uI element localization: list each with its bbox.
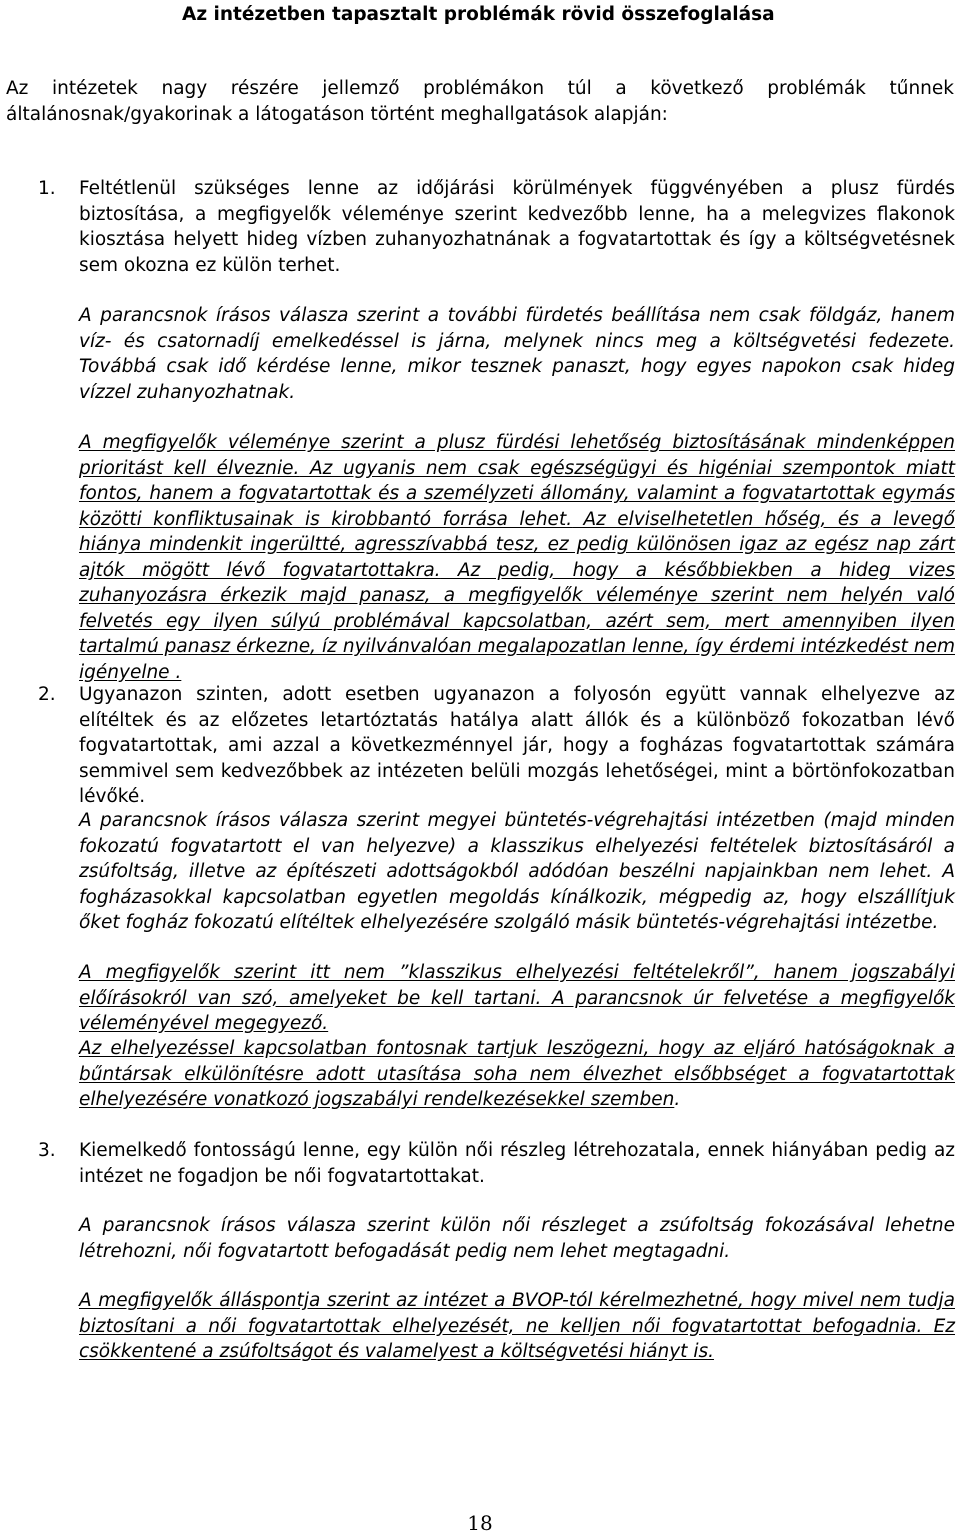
item-3-opinion-text: A megfigyelők álláspontja szerint az intézet a BVOP-tól kérelmezhetné, hogy mivel nem tudja biztosítani a női fogvatartottak elhelyezését, ne kelljen női fogvatartottat befogadnia. Ez csökkentené a zsúfoltságot és valamelyest a költségvetési hiányt is. <box>79 1290 955 1362</box>
item-2-opinion-2-text: Az elhelyezéssel kapcsolatban fontosnak tartjuk leszögezni, hogy az eljáró hatóságoknak a bűntársak elkülönítésre adott utasítása soha nem élvezhet elsőbbséget a fogvatartottak elhelyezésére vonatkozó jogszabályi rendelkezésekkel szemben <box>79 1038 955 1110</box>
item-1-opinion-sentence-4: Az pedig, hogy a későbbiekben a hideg vizes zuhanyozásra érkezik majd panasz, a megfigyelők véleménye szerint nem helyén való felvetés egy ilyen súlyú problémával kapcsolatban, azért sem, mert amennyiben ilyen tartalmú panasz érkezne, íz nyilvánvalóan megalapozatlan lenne, így érdemi intézkedést nem igényelne . <box>79 559 955 683</box>
intro-paragraph: Az intézetek nagy részére jellemző problémákon túl a következő problémák tűnnek általánosnak/gyakorinak a látogatáson történt meghallgatások alapján: <box>6 78 954 125</box>
item-1-observer-opinion <box>79 430 955 685</box>
item-3-observer-opinion <box>79 1288 955 1365</box>
item-1-opinion-sentence-2: Az ugyanis nem csak egészségügyi és higéniai szempontok miatt fontos, hanem a fogvatartottak és a személyzeti állomány, valamint a fogvatartottak egymás közötti konfliktusainak is kirobbantó forrása lehet. <box>79 457 955 530</box>
item-3-number: 3. <box>38 1140 56 1161</box>
item-1-finding: Feltétlenül szükséges lenne az időjárási körülmények függvényében a plusz fürdés biztosítása, a megfigyelők véleménye szerint kedvezőbb lenne, ha a melegvizes flakonok kiosztása helyett hideg vízben zuhanyozhatnának a fogvatartottak és így a költségvetésnek sem okozna ez külön terhet. <box>79 178 955 276</box>
item-2-opinion-2-end: . <box>674 1089 681 1110</box>
item-1-opinion-sentence-3: Az elviselhetetlen hőség, és a levegő hiánya mindenkit ingerültté, agresszívabbá tesz, ez pedig különösen igaz az egész nap zárt ajtók mögött lévő fogvatartottakra. <box>79 508 955 581</box>
item-2-commander-response: A parancsnok írásos válasza szerint megyei büntetés-végrehajtási intézetben (majd minden fokozatú fogvatartott el van helyezve) a klasszikus elhelyezési feltételek biztosításáról a zsúfoltság, illetve az építészeti adottságokból adódóan beszélni napjainkban nem lehet. A fogházasokkal kapcsolatban egyetlen megoldás kínálkozik, mégpedig az, hogy elszállítjuk őket fogház fokozatú elítéltek elhelyezésére szolgáló másik büntetés-végrehajtási intézetbe. <box>79 810 955 933</box>
item-1-number: 1. <box>38 178 56 199</box>
item-1-opinion-sentence-1: A megfigyelők véleménye szerint a plusz fürdési lehetőség biztosításának mindenképpen prioritást kell élveznie. <box>79 432 955 479</box>
page-title: Az intézetben tapasztalt problémák rövid összefoglalása <box>182 4 775 25</box>
page-number: 18 <box>467 1511 493 1535</box>
item-2-observer-opinion-2 <box>79 1036 955 1113</box>
item-2-finding: Ugyanazon szinten, adott esetben ugyanazon a folyosón együtt vannak elhelyezve az elítéltek és az előzetes letartóztatás hatálya alatt állók és a különböző fokozatban lévő fogvatartottak, ami azzal a következménnyel jár, hogy a fogházas fogvatartottak számára semmivel sem kedvezőbbek az intézeten belüli mozgás lehetőségei, mint a börtönfokozatban lévőké. <box>79 684 955 807</box>
item-3-finding: Kiemelkedő fontosságú lenne, egy külön női részleg létrehozatala, ennek hiányában pedig az intézet ne fogadjon be női fogvatartottakat. <box>79 1140 955 1187</box>
item-2-opinion-1-text: A megfigyelők szerint itt nem ”klasszikus elhelyezési feltételekről”, hanem jogszabályi előírásokról van szó, amelyeket be kell tartani. A parancsnok úr felvetése a megfigyelők véleményével megegyező. <box>79 962 955 1034</box>
item-2-observer-opinion-1 <box>79 960 955 1037</box>
item-3-commander-response: A parancsnok írásos válasza szerint külön női részleget a zsúfoltság fokozásával lehetne létrehozni, női fogvatartott befogadását pedig nem lehet megtagadni. <box>79 1215 955 1262</box>
item-2-number: 2. <box>38 684 56 705</box>
item-1-commander-response: A parancsnok írásos válasza szerint a további fürdetés beállítása nem csak földgáz, hanem víz- és csatornadíj emelkedéssel is járna, melynek nincs meg a költségvetési fedezete. Továbbá csak idő kérdése lenne, mikor tesznek panaszt, hogy egyes napokon csak hideg vízzel zuhanyozhatnak. <box>79 305 955 403</box>
